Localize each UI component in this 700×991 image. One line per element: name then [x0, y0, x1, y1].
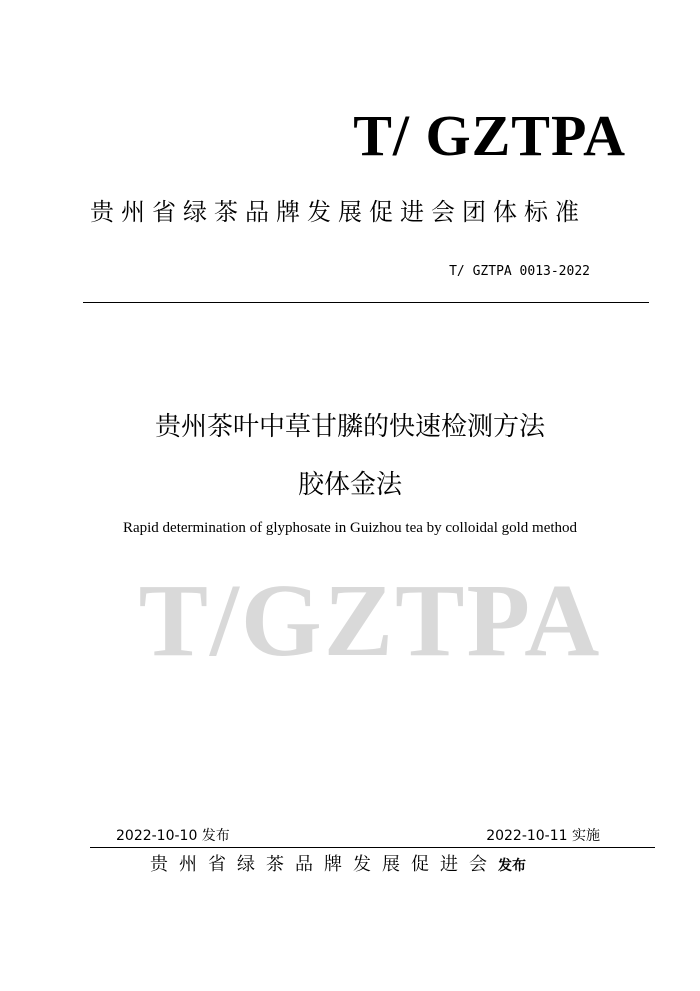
document-number: T/ GZTPA 0013-2022: [449, 264, 590, 279]
document-title-en: Rapid determination of glyphosate in Guizhou tea by colloidal gold method: [122, 520, 578, 536]
issuer-suffix: 发布: [498, 858, 526, 874]
document-subtitle-cn: 胶体金法: [297, 470, 402, 500]
header-divider: [83, 302, 649, 303]
implement-date: 2022-10-11 实施: [486, 828, 600, 844]
footer-divider: [90, 847, 655, 848]
document-title-cn: 贵州茶叶中草甘膦的快速检测方法: [154, 412, 545, 442]
issuer-line: [150, 852, 526, 879]
standard-code: T/ GZTPA: [353, 103, 626, 168]
organization-title: 贵州省绿茶品牌发展促进会团体标准: [90, 198, 586, 226]
issuer-name: 贵州省绿茶品牌发展促进会: [150, 854, 498, 875]
publish-date: 2022-10-10 发布: [116, 828, 230, 844]
watermark: T/GZTPA: [138, 563, 602, 678]
